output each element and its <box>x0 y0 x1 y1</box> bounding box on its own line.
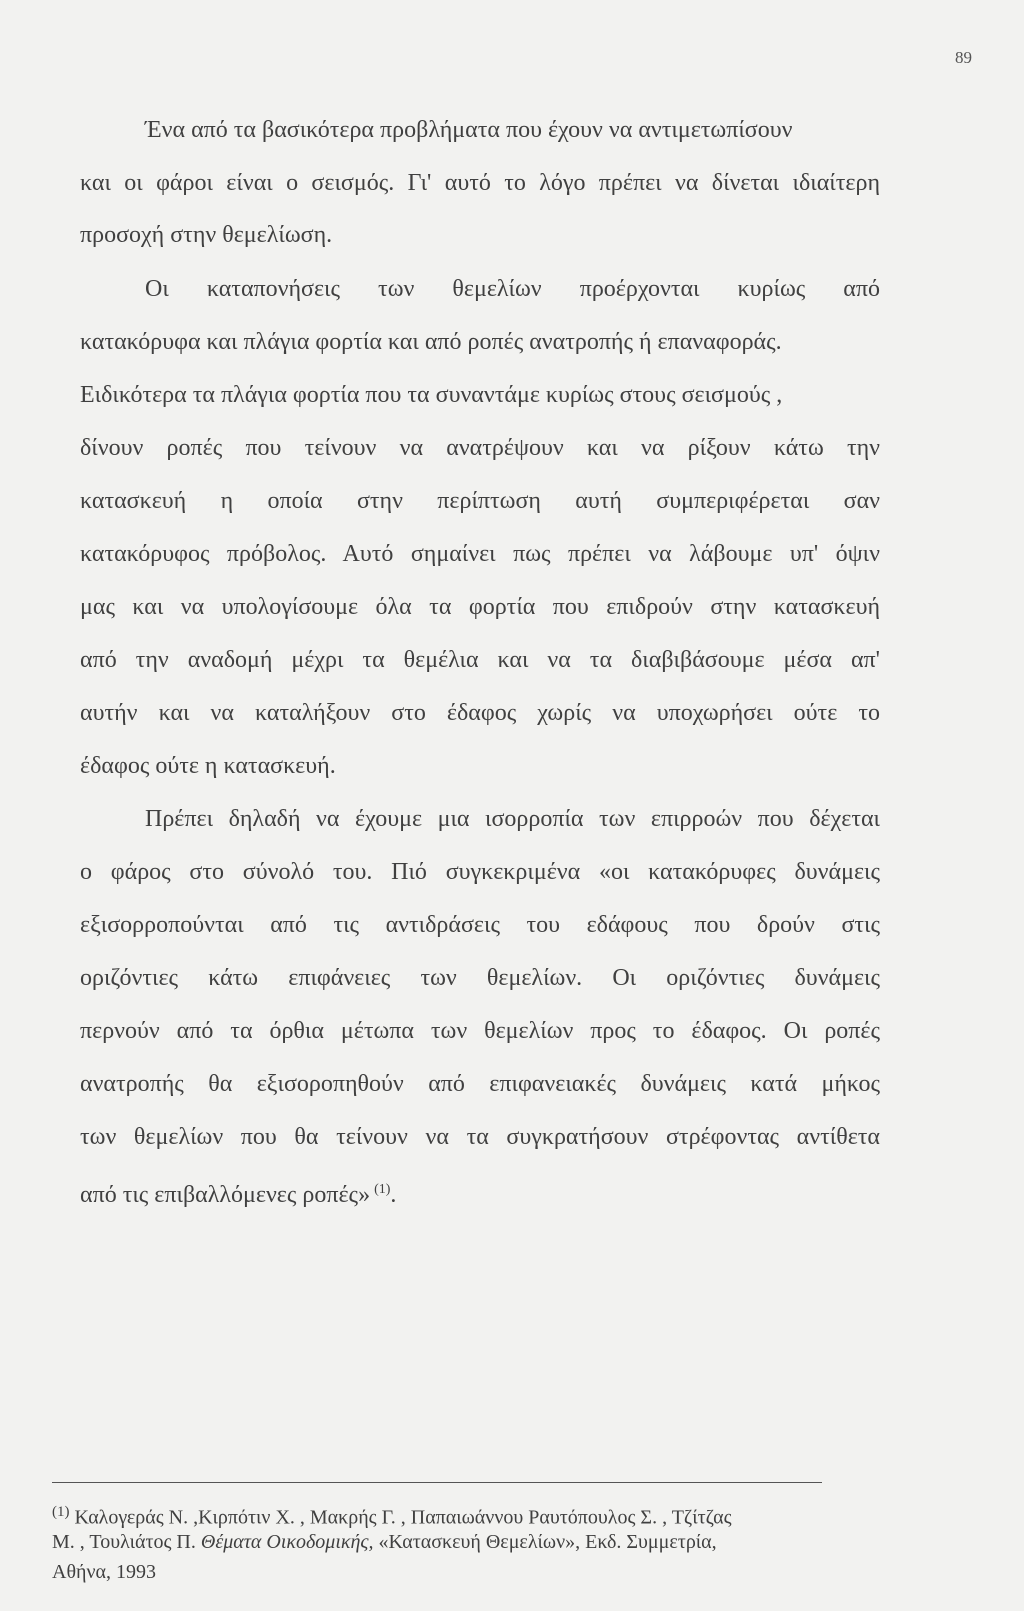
body-line: εξισορροπούνται από τις αντιδράσεις του εδάφους που δρούν στις <box>80 912 880 938</box>
body-line: Ειδικότερα τα πλάγια φορτία που τα συναντάμε κυρίως στους σεισμούς , <box>80 382 783 408</box>
footnote-marker: (1) <box>52 1504 70 1520</box>
body-line: ανατροπής θα εξισοροπηθούν από επιφανειακές δυνάμεις κατά μήκος <box>80 1071 880 1097</box>
body-line: των θεμελίων που θα τείνουν να τα συγκρατήσουν στρέφοντας αντίθετα <box>80 1124 880 1150</box>
footnote-text: Μ. , Τουλιάτος Π. <box>52 1531 201 1553</box>
footnote-text: Καλογεράς Ν. ,Κιρπότιν Χ. , Μακρής Γ. , Παπαιωάννου Ραυτόπουλος Σ. , Τζίτζας <box>74 1506 732 1529</box>
footnote-line: Αθήνα, 1993 <box>52 1561 157 1583</box>
body-line: προσοχή στην θεμελίωση. <box>80 222 333 248</box>
body-line-last <box>80 1176 396 1209</box>
body-line: περνούν από τα όρθια μέτωπα των θεμελίων προς το έδαφος. Οι ροπές <box>80 1018 880 1044</box>
footnote-line <box>52 1500 732 1530</box>
body-line: κατακόρυφος πρόβολος. Αυτό σημαίνει πως πρέπει να λάβουμε υπ' όψιν <box>80 541 880 567</box>
body-line: μας και να υπολογίσουμε όλα τα φορτία που επιδρούν στην κατασκευή <box>80 594 880 620</box>
body-line: δίνουν ροπές που τείνουν να ανατρέψουν και να ρίξουν κάτω την <box>80 435 880 461</box>
body-line: οριζόντιες κάτω επιφάνειες των θεμελίων. Οι οριζόντιες δυνάμεις <box>80 965 880 991</box>
footnote-line <box>52 1530 717 1554</box>
footnote-reference-period: . <box>390 1182 397 1208</box>
body-line: από την αναδομή μέχρι τα θεμέλια και να τα διαβιβάσουμε μέσα απ' <box>80 647 880 673</box>
footnote-text: «Κατασκευή Θεμελίων», Εκδ. Συμμετρία, <box>373 1531 717 1553</box>
body-line: κατακόρυφα και πλάγια φορτία και από ροπές ανατροπής ή επαναφοράς. <box>80 329 782 355</box>
body-line: αυτήν και να καταλήξουν στο έδαφος χωρίς να υποχωρήσει ούτε το <box>80 700 880 726</box>
page-number: 89 <box>955 48 972 67</box>
body-line: και οι φάροι είναι ο σεισμός. Γι' αυτό το λόγο πρέπει να δίνεται ιδιαίτερη <box>80 170 880 196</box>
body-line: κατασκευή η οποία στην περίπτωση αυτή συμπεριφέρεται σαν <box>80 488 880 514</box>
body-line: Ένα από τα βασικότερα προβλήματα που έχουν να αντιμετωπίσουν <box>145 117 793 143</box>
footnote-reference: (1) <box>374 1182 391 1197</box>
body-line-text: από τις επιβαλλόμενες ροπές» <box>80 1182 371 1208</box>
footnote-book-title: Θέματα Οικοδομικής, <box>200 1531 374 1553</box>
footnote-divider <box>52 1482 822 1483</box>
body-line: Πρέπει δηλαδή να έχουμε μια ισορροπία των επιρροών που δέχεται <box>145 806 880 832</box>
body-line: ο φάρος στο σύνολό του. Πιό συγκεκριμένα «οι κατακόρυφες δυνάμεις <box>80 859 880 885</box>
body-line: Οι καταπονήσεις των θεμελίων προέρχονται κυρίως από <box>145 276 880 302</box>
body-line: έδαφος ούτε η κατασκευή. <box>80 753 336 779</box>
